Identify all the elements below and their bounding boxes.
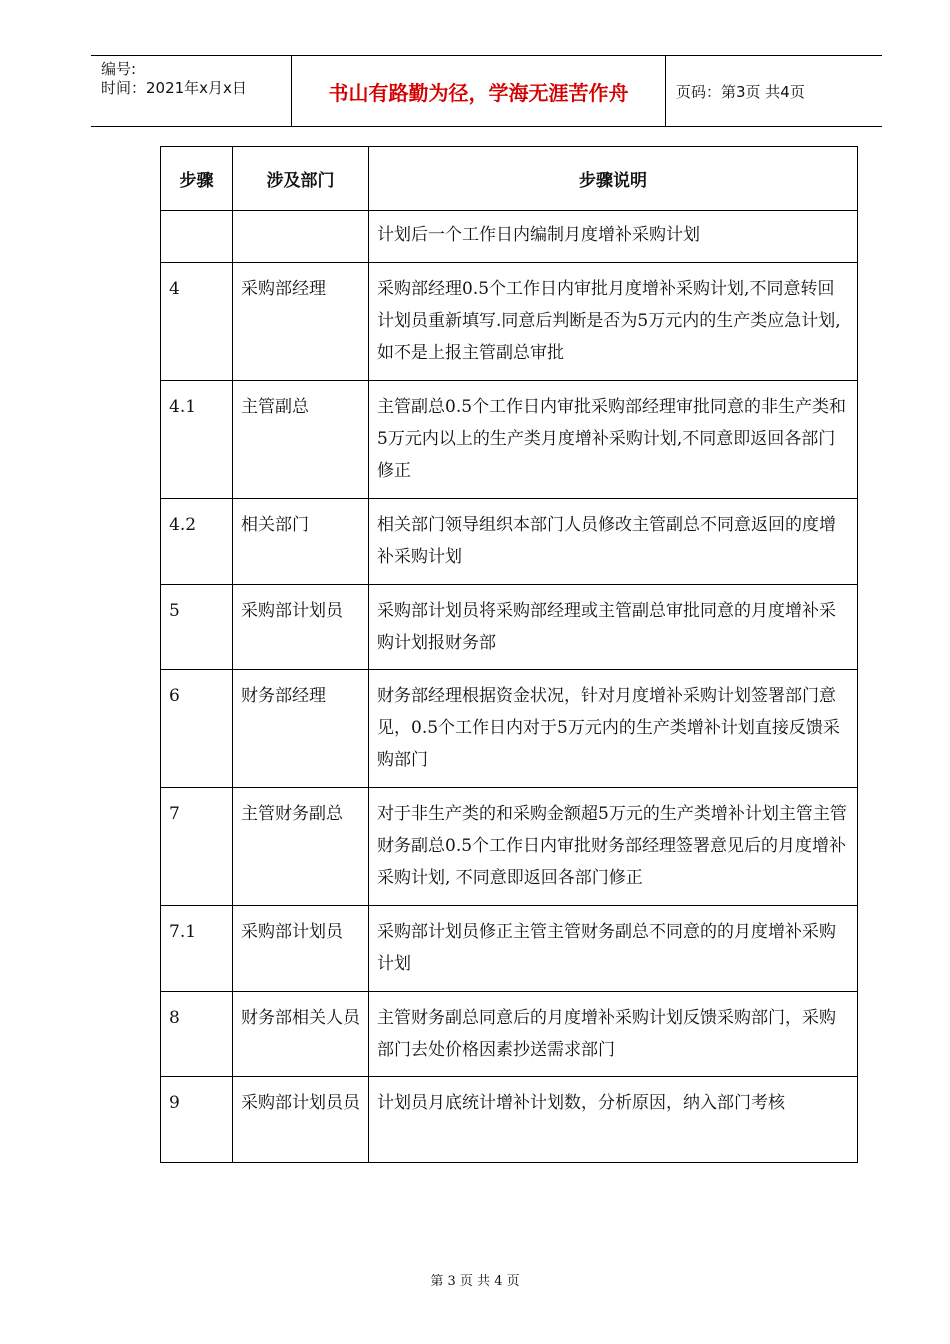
table-row xyxy=(161,263,858,381)
step-cell: 4 xyxy=(161,263,233,381)
dept-cell xyxy=(233,211,369,263)
desc-cell: 对于非生产类的和采购金额超5万元的生产类增补计划主管主管财务副总0.5个工作日内审批财务部经理签署意见后的月度增补采购计划, 不同意即返回各部门修正 xyxy=(369,788,858,906)
step-cell: 7 xyxy=(161,788,233,906)
desc-cell: 采购部经理0.5个工作日内审批月度增补采购计划,不同意转回计划员重新填写.同意后判断是否为5万元内的生产类应急计划,如不是上报主管副总审批 xyxy=(369,263,858,381)
dept-cell: 财务部经理 xyxy=(233,670,369,788)
header-page-info: 页码：第3页 共4页 xyxy=(676,82,805,101)
table-row xyxy=(161,381,858,499)
header-dept: 涉及部门 xyxy=(233,147,369,211)
step-cell: 4.1 xyxy=(161,381,233,499)
page-footer: 第 3 页 共 4 页 xyxy=(430,1274,520,1289)
dept-cell: 财务部相关人员 xyxy=(233,992,369,1077)
desc-cell: 计划后一个工作日内编制月度增补采购计划 xyxy=(369,211,858,263)
step-cell: 7.1 xyxy=(161,906,233,992)
desc-cell: 主管财务副总同意后的月度增补采购计划反馈采购部门，采购部门去处价格因素抄送需求部门 xyxy=(369,992,858,1077)
steps-table xyxy=(160,146,858,1163)
table-row xyxy=(161,906,858,992)
desc-cell: 采购部计划员修正主管主管财务副总不同意的的月度增补采购计划 xyxy=(369,906,858,992)
desc-cell: 主管副总0.5个工作日内审批采购部经理审批同意的非生产类和5万元内以上的生产类月度增补采购计划,不同意即返回各部门修正 xyxy=(369,381,858,499)
step-cell: 6 xyxy=(161,670,233,788)
dept-cell: 采购部计划员 xyxy=(233,585,369,670)
dept-cell: 采购部经理 xyxy=(233,263,369,381)
desc-cell: 采购部计划员将采购部经理或主管副总审批同意的月度增补采购计划报财务部 xyxy=(369,585,858,670)
time-label: 时间：2021年x月x日 xyxy=(101,79,247,97)
dept-cell: 主管财务副总 xyxy=(233,788,369,906)
table-header-row xyxy=(161,147,858,211)
table-row xyxy=(161,585,858,670)
dept-cell: 主管副总 xyxy=(233,381,369,499)
step-cell xyxy=(161,211,233,263)
header-desc: 步骤说明 xyxy=(369,147,858,211)
desc-cell: 财务部经理根据资金状况，针对月度增补采购计划签署部门意见，0.5个工作日内对于5万元内的生产类增补计划直接反馈采购部门 xyxy=(369,670,858,788)
number-label: 编号: xyxy=(101,60,137,78)
header-motto: 书山有路勤为径，学海无涯苦作舟 xyxy=(292,56,666,126)
dept-cell: 采购部计划员员 xyxy=(233,1077,369,1163)
table-row xyxy=(161,211,858,263)
dept-cell: 采购部计划员 xyxy=(233,906,369,992)
table-row xyxy=(161,788,858,906)
desc-cell: 相关部门领导组织本部门人员修改主管副总不同意返回的度增补采购计划 xyxy=(369,499,858,585)
table-row xyxy=(161,1077,858,1163)
desc-cell: 计划员月底统计增补计划数，分析原因，纳入部门考核 xyxy=(369,1077,858,1163)
header-step: 步骤 xyxy=(161,147,233,211)
page-header xyxy=(91,55,882,127)
table-row xyxy=(161,992,858,1077)
table-row xyxy=(161,670,858,788)
step-cell: 4.2 xyxy=(161,499,233,585)
step-cell: 5 xyxy=(161,585,233,670)
step-cell: 8 xyxy=(161,992,233,1077)
step-cell: 9 xyxy=(161,1077,233,1163)
header-meta xyxy=(91,56,292,126)
table-row xyxy=(161,499,858,585)
dept-cell: 相关部门 xyxy=(233,499,369,585)
